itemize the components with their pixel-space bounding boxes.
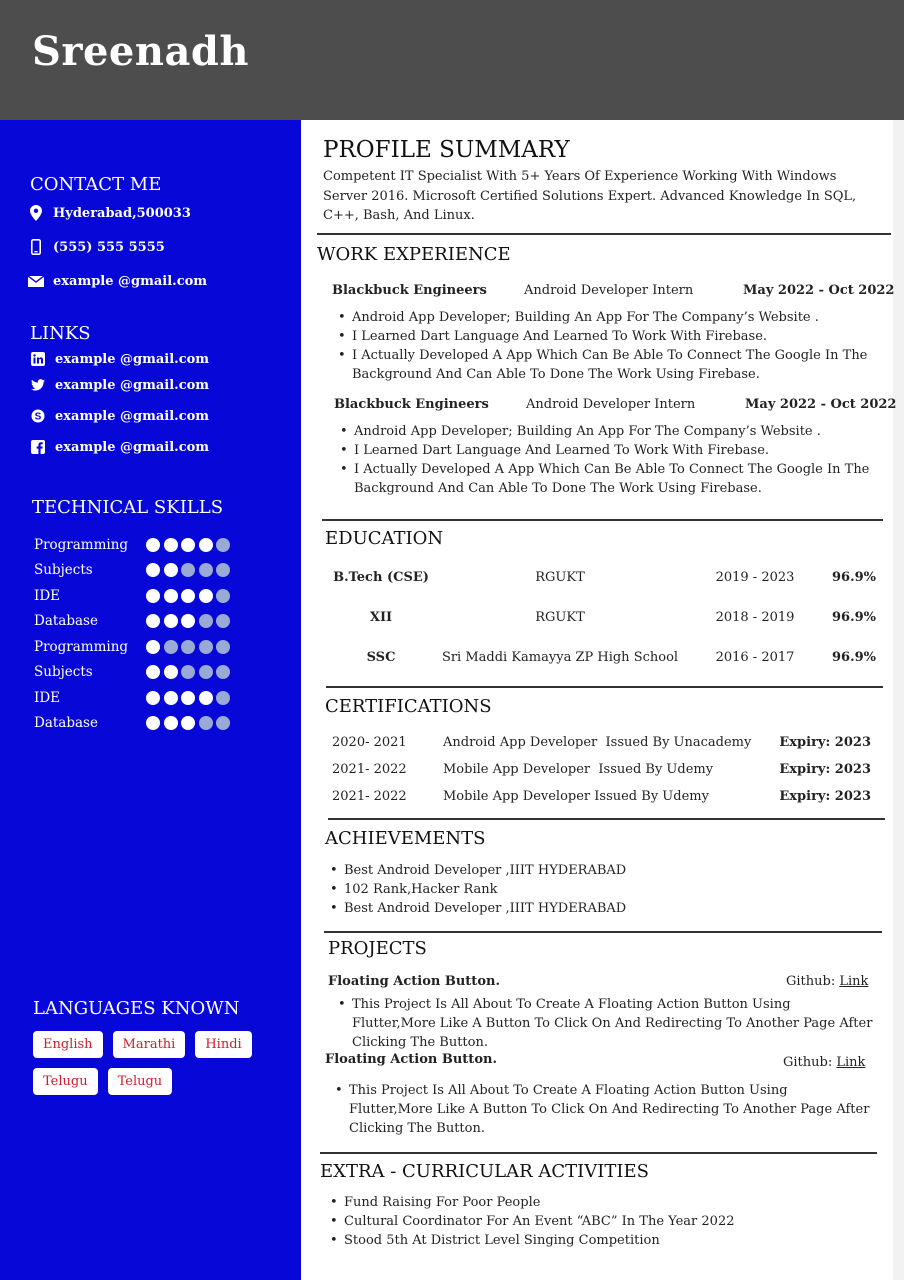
svg-text:S: S [34,411,42,423]
job-role: Android Developer Intern [526,397,696,412]
cert-expiry: Expiry: 2023 [779,762,871,777]
skill-rating [146,691,234,705]
rating-dot [199,716,213,730]
contact-email-text: example @gmail.com [53,273,208,289]
cert-years: 2021- 2022 [332,762,407,777]
achievements-list [326,861,871,918]
skill-row [34,609,234,635]
achievements-title: ACHIEVEMENTS [325,828,486,849]
cert-name: Mobile App Developer Issued By Udemy [443,789,709,804]
job-bullets [336,422,881,498]
link-facebook-text: example @gmail.com [55,439,210,455]
rating-dot [216,665,230,679]
rating-dot [199,589,213,603]
list-item: • 102 Rank,Hacker Rank [326,880,871,899]
cert-name: Mobile App Developer Issued By Udemy [443,762,714,777]
project-link[interactable] [783,1055,865,1070]
project-link-prefix: Github: [786,974,836,989]
language-tag: Telugu [33,1068,98,1095]
education-degree: XII [369,610,393,625]
rating-dot [199,563,213,577]
education-score: 96.9% [831,610,876,625]
rating-dot [146,665,160,679]
phone-icon [28,239,44,255]
rating-dot [164,640,178,654]
list-item: • Cultural Coordinator For An Event “ABC” In The Year 2022 [326,1212,871,1231]
skill-rating [146,640,234,654]
skill-label: Subjects [34,664,93,681]
twitter-icon [30,377,46,393]
rating-dot [146,716,160,730]
job-dates: May 2022 - Oct 2022 [745,397,897,412]
list-item: • I Actually Developed A App Which Can Be Able To Connect The Google In The Background And Can Able To Done The Work Using Firebase. [336,460,881,498]
divider [324,931,882,933]
skype-icon [30,408,46,424]
rating-dot [164,538,178,552]
rating-dot [216,691,230,705]
job-dates: May 2022 - Oct 2022 [743,283,895,298]
mail-icon [28,273,44,289]
rating-dot [164,589,178,603]
list-item: • Best Android Developer ,IIIT HYDERABAD [326,899,871,918]
skill-label: Subjects [34,562,93,579]
rating-dot [146,589,160,603]
education-years: 2018 - 2019 [715,610,795,625]
skills-list [34,532,234,736]
project-bullets [334,995,874,1052]
project-name: Floating Action Button. [325,1052,497,1067]
skill-rating [146,589,234,603]
location-pin-icon [28,205,44,221]
skill-row [34,685,234,711]
contact-email [28,273,207,289]
rating-dot [181,665,195,679]
divider [320,1152,877,1154]
education-school: Sri Maddi Kamayya ZP High School [441,650,679,665]
list-item: • Best Android Developer ,IIIT HYDERABAD [326,861,871,880]
language-tag: Telugu [108,1068,173,1095]
link-linkedin[interactable] [30,351,209,367]
language-tag: English [33,1031,103,1058]
job-company: Blackbuck Engineers [334,397,489,412]
list-item: • Android App Developer; Building An App For The Company’s Website . [336,422,881,441]
rating-dot [181,563,195,577]
list-item: • Fund Raising For Poor People [326,1193,871,1212]
language-tag: Marathi [113,1031,186,1058]
contact-location-text: Hyderabad,500033 [53,205,191,221]
education-degree: SSC [366,650,396,665]
languages-list [33,1031,283,1105]
rating-dot [164,614,178,628]
page-edge [893,120,904,1280]
links-title: LINKS [30,323,91,344]
rating-dot [164,563,178,577]
contact-title: CONTACT ME [30,174,162,195]
list-item: • Stood 5th At District Level Singing Competition [326,1231,871,1250]
education-degree: B.Tech (CSE) [333,570,429,585]
cert-years: 2020- 2021 [332,735,407,750]
linkedin-icon [30,351,46,367]
education-years: 2019 - 2023 [715,570,795,585]
education-score: 96.9% [831,570,876,585]
skill-rating [146,665,234,679]
rating-dot [164,665,178,679]
education-school: RGUKT [535,610,585,625]
rating-dot [146,563,160,577]
github-link[interactable]: Link [836,1055,866,1070]
rating-dot [216,589,230,603]
divider [328,818,885,820]
list-item: • Android App Developer; Building An App For The Company’s Website . [334,308,879,327]
profile-title: PROFILE SUMMARY [323,137,570,163]
link-skype[interactable] [30,408,209,424]
link-skype-text: example @gmail.com [55,408,210,424]
job-role: Android Developer Intern [524,283,694,298]
list-item: • I Actually Developed A App Which Can Be Able To Connect The Google In The Background And Can Able To Done The Work Using Firebase. [334,346,879,384]
rating-dot [181,691,195,705]
education-years: 2016 - 2017 [715,650,795,665]
skill-label: IDE [34,689,61,706]
projects-title: PROJECTS [328,938,427,959]
link-facebook[interactable] [30,439,209,455]
rating-dot [181,640,195,654]
rating-dot [199,538,213,552]
skill-rating [146,614,234,628]
rating-dot [181,716,195,730]
language-tag: Hindi [195,1031,251,1058]
certifications-title: CERTIFICATIONS [325,696,492,717]
cert-expiry: Expiry: 2023 [779,789,871,804]
skill-row [34,660,234,686]
link-twitter[interactable] [30,377,209,393]
rating-dot [216,640,230,654]
rating-dot [199,614,213,628]
rating-dot [216,563,230,577]
skill-label: IDE [34,587,61,604]
project-link[interactable] [786,974,868,989]
rating-dot [181,538,195,552]
job-company: Blackbuck Engineers [332,283,487,298]
link-linkedin-text: example @gmail.com [55,351,210,367]
extra-title: EXTRA - CURRICULAR ACTIVITIES [320,1161,649,1182]
divider [322,519,883,521]
skill-label: Programming [34,536,129,553]
rating-dot [181,614,195,628]
rating-dot [199,640,213,654]
list-item: • This Project Is All About To Create A Floating Action Button Using Flutter,More Like A Button To Click On And Redirecting To Another Page After Clicking The Button. [334,995,874,1052]
rating-dot [164,716,178,730]
skill-rating [146,716,234,730]
education-school: RGUKT [535,570,585,585]
cert-name: Android App Developer Issued By Unacademy [443,735,752,750]
cert-expiry: Expiry: 2023 [779,735,871,750]
skills-title: TECHNICAL SKILLS [32,497,224,518]
job-bullets [334,308,879,384]
skill-row [34,583,234,609]
link-twitter-text: example @gmail.com [55,377,210,393]
skill-rating [146,538,234,552]
skill-row [34,711,234,737]
skill-label: Database [34,613,98,630]
rating-dot [181,589,195,603]
rating-dot [146,538,160,552]
header-bar [0,0,904,120]
work-title: WORK EXPERIENCE [317,244,511,265]
github-link[interactable]: Link [839,974,869,989]
project-link-prefix: Github: [783,1055,833,1070]
education-score: 96.9% [831,650,876,665]
rating-dot [199,665,213,679]
rating-dot [146,691,160,705]
skill-rating [146,563,234,577]
skill-row [34,558,234,584]
contact-phone-text: (555) 555 5555 [53,239,165,255]
divider [317,233,891,235]
project-bullets [331,1081,871,1138]
rating-dot [146,614,160,628]
list-item: • I Learned Dart Language And Learned To Work With Firebase. [336,441,881,460]
contact-phone [28,239,165,255]
rating-dot [216,716,230,730]
project-name: Floating Action Button. [328,974,500,989]
rating-dot [164,691,178,705]
facebook-icon [30,439,46,455]
education-title: EDUCATION [325,528,444,549]
skill-label: Database [34,715,98,732]
extra-list [326,1193,871,1250]
contact-location [28,205,191,221]
divider [326,686,883,688]
cert-years: 2021- 2022 [332,789,407,804]
skill-label: Programming [34,638,129,655]
rating-dot [216,538,230,552]
list-item: • This Project Is All About To Create A Floating Action Button Using Flutter,More Like A Button To Click On And Redirecting To Another Page After Clicking The Button. [331,1081,871,1138]
list-item: • I Learned Dart Language And Learned To Work With Firebase. [334,327,879,346]
profile-text: Competent IT Specialist With 5+ Years Of Experience Working With Windows Server 2016. Microsoft Certified Solutions Expert. Advanced Knowledge In SQL, C++, Bash, And Linux. [323,169,857,223]
rating-dot [216,614,230,628]
skill-row [34,634,234,660]
languages-title: LANGUAGES KNOWN [33,998,240,1019]
candidate-name: Sreenadh [32,28,249,75]
rating-dot [146,640,160,654]
skill-row [34,532,234,558]
rating-dot [199,691,213,705]
